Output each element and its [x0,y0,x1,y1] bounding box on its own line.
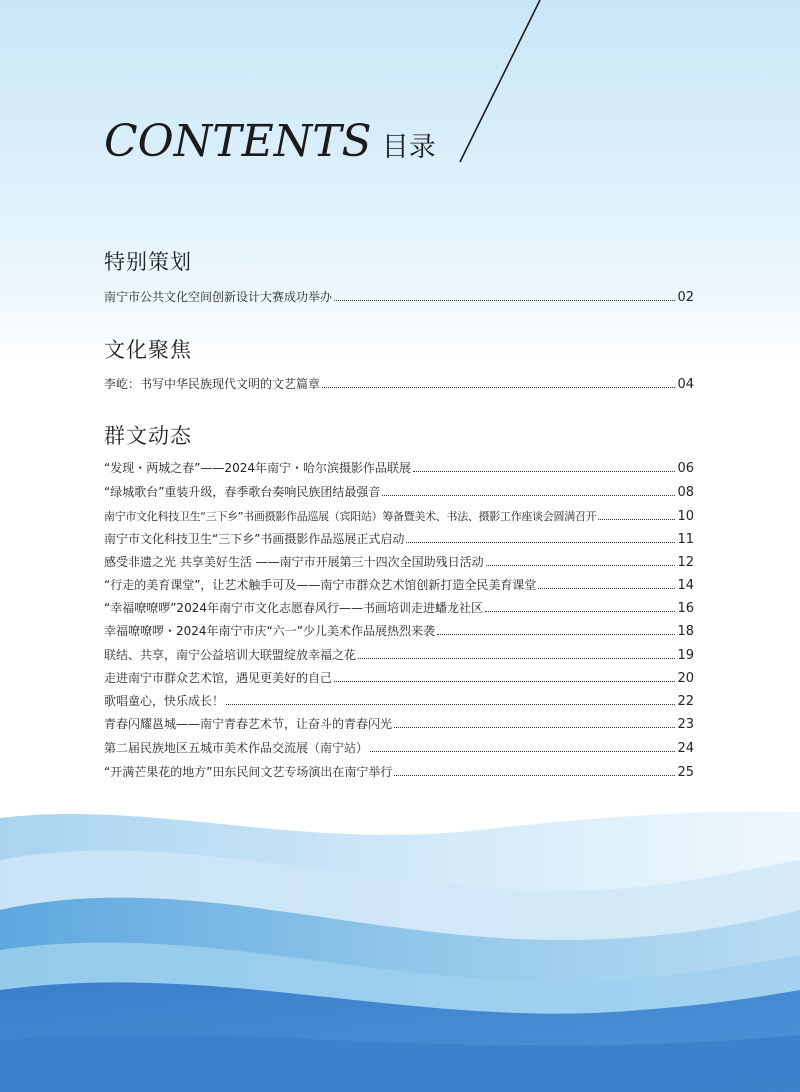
title-english: CONTENTS [104,116,372,167]
toc-entry[interactable] [104,480,694,500]
toc-entry[interactable] [104,573,694,593]
toc-entry-page: 10 [677,509,694,524]
toc-entry[interactable] [104,285,694,305]
dot-leader [485,611,675,612]
toc-entry-page: 12 [677,555,694,570]
toc-entry-page: 02 [677,290,694,305]
toc-entry-title: 联结、共享，南宁公益培训大联盟绽放幸福之花 [104,648,357,662]
dot-leader [486,565,676,566]
dot-leader [370,751,675,752]
toc-entry-title: 走进南宁市群众艺术馆，遇见更美好的自己 [104,671,333,685]
toc-entry-title: “行走的美育课堂”，让艺术触手可及——南宁市群众艺术馆创新打造全民美育课堂 [104,578,537,592]
section-heading-news: 群文动态 [104,424,192,448]
decorative-waves [0,790,800,1092]
toc-entry[interactable] [104,689,694,709]
toc-entry[interactable] [104,712,694,732]
decorative-slash-line [0,0,800,200]
toc-entry-page: 04 [677,377,694,392]
toc-entry-title: “绿城歌台”重装升级，春季歌台奏响民族团结最强音 [104,485,381,499]
toc-entry[interactable] [104,372,694,392]
toc-entry-page: 25 [677,765,694,780]
toc-entry[interactable] [104,643,694,663]
toc-entry-page: 11 [677,532,694,547]
toc-entry-page: 22 [677,694,694,709]
toc-entry-page: 14 [677,578,694,593]
toc-entry-title: 第二届民族地区五城市美术作品交流展（南宁站） [104,741,369,755]
page-title [104,116,436,167]
toc-entry-title: 南宁市公共文化空间创新设计大赛成功举办 [104,290,333,304]
dot-leader [226,704,675,705]
toc-entry-title: “发现・两城之春”——2024年南宁・哈尔滨摄影作品联展 [104,461,411,475]
dot-leader [382,495,675,496]
dot-leader [334,681,675,682]
toc-entry[interactable] [104,736,694,756]
title-chinese: 目录 [381,132,436,163]
section-heading-culture: 文化聚焦 [104,338,192,362]
toc-entry[interactable] [104,760,694,780]
toc-entry[interactable] [104,504,694,524]
toc-entry[interactable] [104,619,694,639]
toc-entry-title: 感受非遗之光 共享美好生活 ——南宁市开展第三十四次全国助残日活动 [104,555,484,569]
toc-entry[interactable] [104,596,694,616]
dot-leader [322,387,675,388]
dot-leader [406,542,675,543]
toc-entry[interactable] [104,666,694,686]
toc-entry[interactable] [104,527,694,547]
toc-entry-page: 24 [677,741,694,756]
toc-entry-title: “幸福嘹嘹啰”2024年南宁市文化志愿春风行——书画培训走进蟠龙社区 [104,601,483,615]
section-heading-special: 特别策划 [104,250,192,274]
toc-entry-page: 23 [677,717,694,732]
toc-entry-title: “开满芒果花的地方”田东民间文艺专场演出在南宁举行 [104,765,393,779]
toc-entry[interactable] [104,456,694,476]
toc-entry-title: 南宁市文化科技卫生“三下乡”书画摄影作品巡展（宾阳站）筹备暨美术、书法、摄影工作座谈会圆满召开 [104,510,597,523]
toc-entry-page: 16 [677,601,694,616]
dot-leader [437,634,675,635]
toc-entry-title: 李屹：书写中华民族现代文明的文艺篇章 [104,377,321,391]
toc-entry-title: 幸福嘹嘹啰・2024年南宁市庆“六一”少儿美术作品展热烈来袭 [104,624,435,638]
dot-leader [358,658,675,659]
toc-entry-page: 06 [677,461,694,476]
toc-entry-page: 08 [677,485,694,500]
dot-leader [334,300,675,301]
dot-leader [538,588,675,589]
dot-leader [598,519,675,520]
toc-entry-page: 19 [677,648,694,663]
dot-leader [394,775,675,776]
dot-leader [413,471,675,472]
toc-entry-page: 20 [677,671,694,686]
toc-entry-title: 南宁市文化科技卫生“三下乡”书画摄影作品巡展正式启动 [104,532,405,546]
toc-entry[interactable] [104,550,694,570]
toc-entry-title: 歌唱童心，快乐成长！ [104,694,225,708]
dot-leader [394,727,675,728]
toc-entry-title: 青春闪耀邕城——南宁青春艺术节，让奋斗的青春闪光 [104,717,393,731]
toc-entry-page: 18 [677,624,694,639]
